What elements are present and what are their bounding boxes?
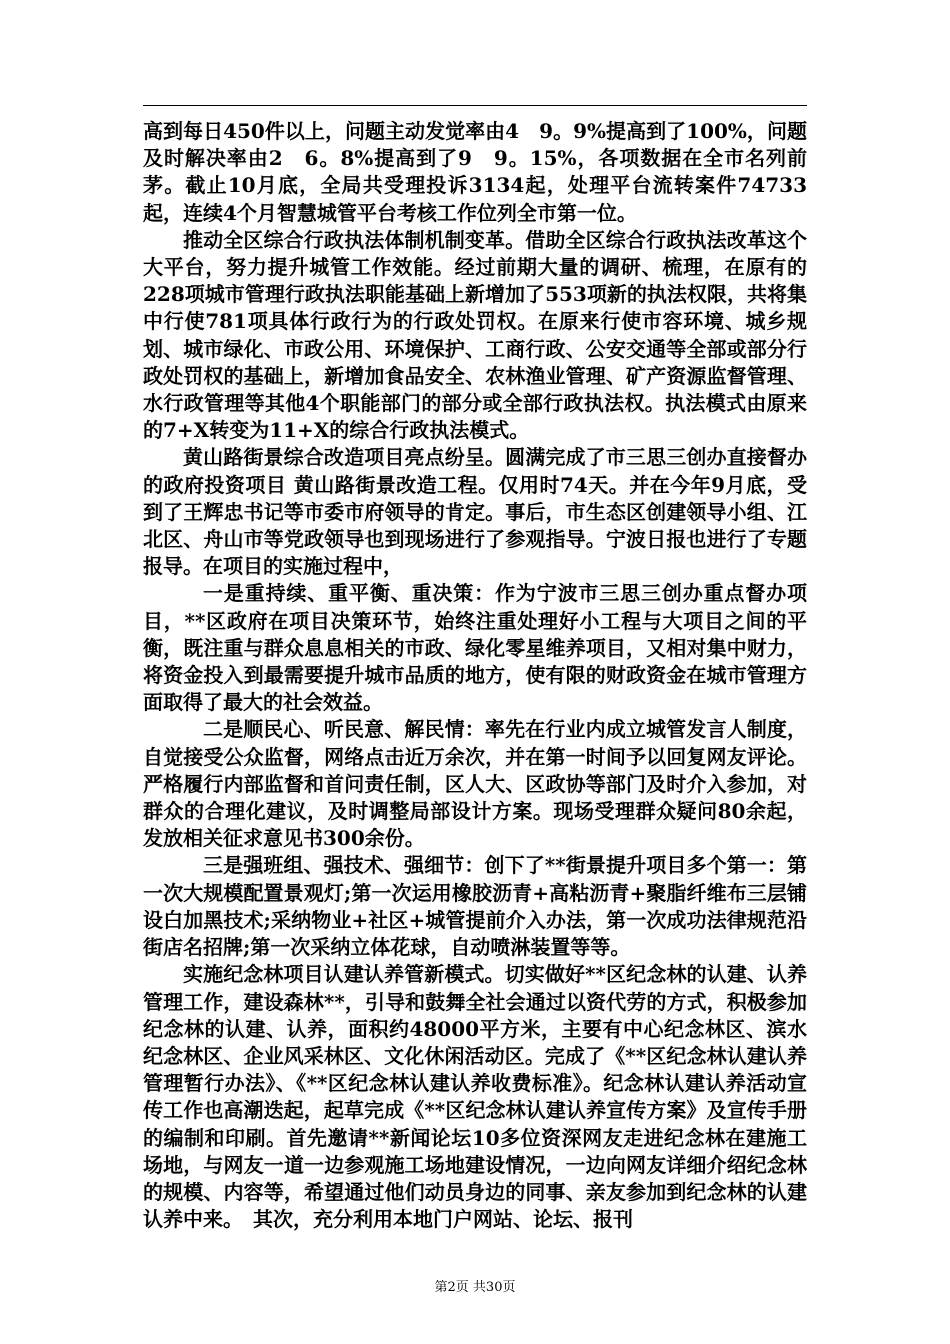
page-footer: 第2页 共30页 (434, 1280, 516, 1295)
paragraph: 推动全区综合行政执法体制机制变革。借助全区综合行政执法改革这个大平台，努力提升城管工作效能。经过前期大量的调研、梳理，在原有的228项城市管理行政执法职能基础上新增加了553项新的执法权限，共将集中行使781项具体行政行为的行政处罚权。在原来行使市容环境、城乡规划、城市绿化、市政公用、环境保护、工商行政、公安交通等全部或部分行政处罚权的基础上，新增加食品安全、农林渔业管理、矿产资源监督管理、水行政管理等其他4个职能部门的部分或全部行政执法权。执法模式由原来的7+X转变为11+X的综合行政执法模式。 (143, 227, 807, 443)
document-body (143, 118, 807, 1233)
header-rule (143, 105, 807, 106)
paragraph: 高到每日450件以上，问题主动发觉率由4 9。9%提高到了100%，问题及时解决率由2 6。8%提高到了9 9。15%，各项数据在全市名列前茅。截止10月底，全局共受理投诉3134起，处理平台流转案件74733起，连续4个月智慧城管平台考核工作位列全市第一位。 (143, 119, 807, 225)
paragraph: 一是重持续、重平衡、重决策：作为宁波市三思三创办重点督办项目，**区政府在项目决策环节，始终注重处理好小工程与大项目之间的平衡，既注重与群众息息相关的市政、绿化零星维养项目，又相对集中财力，将资金投入到最需要提升城市品质的地方，使有限的财政资金在城市管理方面取得了最大的社会效益。 (143, 581, 807, 715)
paragraph: 二是顺民心、听民意、解民情：率先在行业内成立城管发言人制度，自觉接受公众监督，网络点击近万余次，并在第一时间予以回复网友评论。严格履行内部监督和首问责任制，区人大、区政协等部门及时介入参加，对群众的合理化建议，及时调整局部设计方案。现场受理群众疑问80余起，发放相关征求意见书300余份。 (143, 717, 807, 851)
paragraph: 三是强班组、强技术、强细节：创下了**街景提升项目多个第一：第一次大规模配置景观灯;第一次运用橡胶沥青+高粘沥青+聚脂纤维布三层铺设白加黑技术;采纳物业+社区+城管提前介入办法，第一次成功法律规范沿街店名招牌;第一次采纳立体花球，自动喷淋装置等等。 (143, 853, 807, 960)
paragraph: 实施纪念林项目认建认养管新模式。切实做好**区纪念林的认建、认养管理工作，建设森林**，引导和鼓舞全社会通过以资代劳的方式，积极参加纪念林的认建、认养，面积约48000平方米，主要有中心纪念林区、滨水纪念林区、企业风采林区、文化休闲活动区。完成了《**区纪念林认建认养管理暂行办法》、《**区纪念林认建认养收费标准》。纪念林认建认养活动宣传工作也高潮迭起，起草完成《**区纪念林认建认养宣传方案》及宣传手册的编制和印刷。首先邀请**新闻论坛10多位资深网友走进纪念林在建施工场地，与网友一道一边参观施工场地建设情况，一边向网友详细介绍纪念林的规模、内容等，希望通过他们动员身边的同事、亲友参加到纪念林的认建认养中来。 其次，充分利用本地门户网站、论坛、报刊 (143, 962, 807, 1232)
paragraph: 黄山路街景综合改造项目亮点纷呈。圆满完成了市三思三创办直接督办的政府投资项目 黄山路街景改造工程。仅用时74天。并在今年9月底，受到了王辉忠书记等市委市府领导的肯定。事后，市生态区创建领导小组、江北区、舟山市等党政领导也到现场进行了参观指导。宁波日报也进行了专题报导。在项目的实施过程中， (143, 445, 807, 579)
